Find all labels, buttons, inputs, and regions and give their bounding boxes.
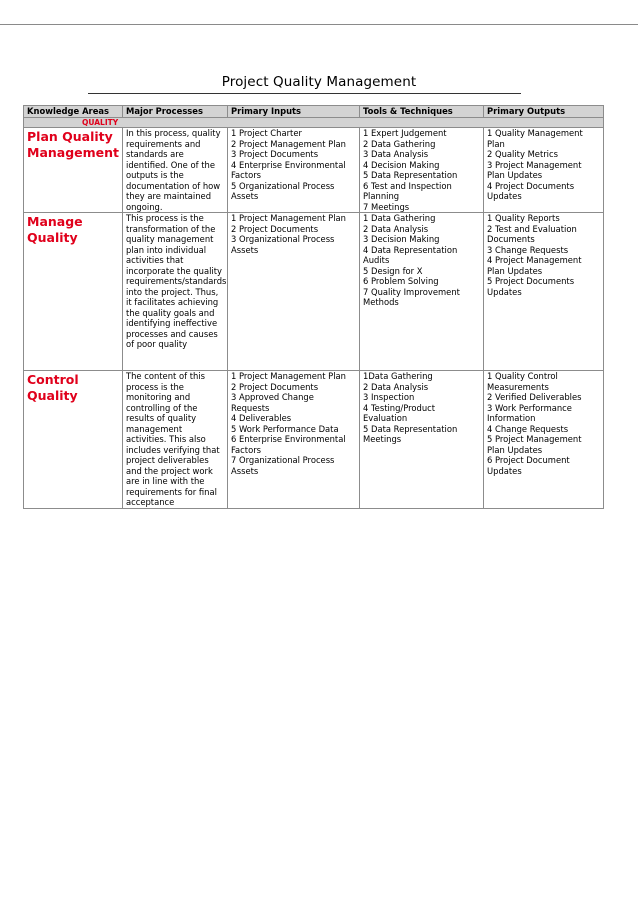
header-major-processes: Major Processes bbox=[123, 106, 228, 118]
table-row bbox=[24, 128, 604, 213]
primary-inputs-cell bbox=[228, 213, 360, 371]
primary-outputs-cell bbox=[484, 213, 604, 371]
tool-line: 4 Data Representation bbox=[363, 244, 458, 255]
tool-line: 1 Data Gathering bbox=[363, 213, 436, 223]
primary-outputs-cell bbox=[484, 128, 604, 213]
tool-line: 4 Testing/Product bbox=[363, 402, 436, 413]
output-line: 6 Project Document bbox=[487, 455, 570, 465]
table-row bbox=[24, 213, 604, 371]
tool-line: 3 Decision Making bbox=[363, 234, 440, 244]
input-line: 1 Project Management Plan bbox=[231, 371, 346, 381]
tool-line: 3 Inspection bbox=[363, 392, 415, 402]
major-process-cell bbox=[123, 128, 228, 213]
tool-line: Planning bbox=[363, 191, 400, 201]
output-line: 3 Change Requests bbox=[487, 244, 569, 255]
tool-line: 6 Test and Inspection bbox=[363, 180, 452, 191]
input-line: 4 Enterprise Environmental bbox=[231, 159, 346, 170]
output-line: 2 Test and Evaluation bbox=[487, 223, 577, 234]
output-line: Measurements bbox=[487, 381, 549, 392]
output-line: Plan Updates bbox=[487, 265, 543, 276]
input-line: Factors bbox=[231, 170, 261, 180]
major-process-cell bbox=[123, 213, 228, 371]
tools-techniques-cell bbox=[360, 128, 484, 213]
input-line: 3 Organizational Process bbox=[231, 234, 335, 244]
tool-line: 2 Data Gathering bbox=[363, 138, 436, 149]
tool-line: Audits bbox=[363, 255, 390, 265]
tool-line: 2 Data Analysis bbox=[363, 381, 429, 392]
tool-line: 2 Data Analysis bbox=[363, 223, 429, 234]
knowledge-area-cell: Manage Quality bbox=[24, 213, 123, 371]
output-line: 3 Work Performance bbox=[487, 402, 572, 413]
input-line: 1 Project Charter bbox=[231, 128, 302, 138]
input-line: 5 Organizational Process bbox=[231, 180, 335, 191]
tool-line: Methods bbox=[363, 297, 399, 307]
header-primary-inputs: Primary Inputs bbox=[228, 106, 360, 118]
input-line: 7 Organizational Process bbox=[231, 455, 335, 465]
output-line: 1 Quality Reports bbox=[487, 213, 560, 223]
output-line: 4 Project Documents bbox=[487, 180, 575, 191]
output-line: 4 Change Requests bbox=[487, 423, 569, 434]
major-process-cell bbox=[123, 371, 228, 509]
input-line: 2 Project Management Plan bbox=[231, 138, 346, 149]
output-line: 4 Project Management bbox=[487, 255, 582, 265]
tool-line: 1Data Gathering bbox=[363, 371, 433, 381]
input-line: 3 Approved Change bbox=[231, 392, 314, 402]
output-line: Plan bbox=[487, 138, 505, 149]
output-line: Updates bbox=[487, 286, 522, 297]
primary-inputs-cell bbox=[228, 128, 360, 213]
output-line: 2 Quality Metrics bbox=[487, 149, 558, 159]
input-line: Assets bbox=[231, 244, 259, 255]
input-line: Requests bbox=[231, 402, 270, 413]
tool-line: 5 Data Representation bbox=[363, 423, 458, 434]
tool-line: Meetings bbox=[363, 434, 402, 444]
knowledge-area-cell: Control Quality bbox=[24, 371, 123, 509]
input-line: Assets bbox=[231, 191, 259, 201]
output-line: Information bbox=[487, 413, 536, 423]
tool-line: 5 Data Representation bbox=[363, 170, 458, 180]
header-primary-outputs: Primary Outputs bbox=[484, 106, 604, 118]
process-description: The content of this process is the monitoring and controlling of the results of quality management activities. This also includes verifying that project deliverables and the project work are in line with the requirements for final acceptance bbox=[126, 371, 220, 507]
input-line: 1 Project Management Plan bbox=[231, 213, 346, 223]
quality-management-table bbox=[23, 105, 604, 509]
input-line: 2 Project Documents bbox=[231, 223, 319, 234]
output-line: 3 Project Management bbox=[487, 159, 582, 170]
header-tools-techniques: Tools & Techniques bbox=[360, 106, 484, 118]
input-line: 4 Deliverables bbox=[231, 413, 292, 423]
output-line: Plan Updates bbox=[487, 170, 543, 180]
section-row bbox=[24, 118, 604, 128]
input-line: 5 Work Performance Data bbox=[231, 423, 339, 434]
table-header-row bbox=[24, 106, 604, 118]
document-title: Project Quality Management bbox=[221, 74, 417, 90]
tool-line: 7 Quality Improvement bbox=[363, 286, 460, 297]
title-underline bbox=[88, 93, 521, 94]
tool-line: 1 Expert Judgement bbox=[363, 128, 447, 138]
tool-line: 5 Design for X bbox=[363, 265, 423, 276]
input-line: 6 Enterprise Environmental bbox=[231, 434, 346, 444]
header-knowledge-areas: Knowledge Areas bbox=[24, 106, 123, 118]
tool-line: 7 Meetings bbox=[363, 201, 410, 212]
primary-outputs-cell bbox=[484, 371, 604, 509]
tool-line: 4 Decision Making bbox=[363, 159, 440, 170]
output-line: 1 Quality Management bbox=[487, 128, 583, 138]
knowledge-area-cell: Plan Quality Management bbox=[24, 128, 123, 213]
section-label: QUALITY bbox=[24, 118, 604, 128]
input-line: 3 Project Documents bbox=[231, 149, 319, 159]
tool-line: 6 Problem Solving bbox=[363, 276, 439, 286]
table-row bbox=[24, 371, 604, 509]
output-line: Updates bbox=[487, 465, 522, 476]
input-line: Assets bbox=[231, 465, 259, 476]
output-line: 1 Quality Control bbox=[487, 371, 558, 381]
input-line: 2 Project Documents bbox=[231, 381, 319, 392]
output-line: 2 Verified Deliverables bbox=[487, 392, 582, 402]
output-line: Documents bbox=[487, 234, 535, 244]
input-line: Factors bbox=[231, 444, 261, 455]
page-top-rule bbox=[0, 24, 638, 25]
output-line: 5 Project Management bbox=[487, 434, 582, 444]
tool-line: Evaluation bbox=[363, 413, 408, 423]
primary-inputs-cell bbox=[228, 371, 360, 509]
tool-line: 3 Data Analysis bbox=[363, 149, 429, 159]
output-line: Updates bbox=[487, 191, 522, 201]
tools-techniques-cell bbox=[360, 213, 484, 371]
process-description: In this process, quality requirements and standards are identified. One of the outputs is the documentation of how they are maintained ongoing. bbox=[126, 128, 221, 212]
output-line: 5 Project Documents bbox=[487, 276, 575, 286]
tools-techniques-cell bbox=[360, 371, 484, 509]
output-line: Plan Updates bbox=[487, 444, 543, 455]
process-description: This process is the transformation of the quality management plan into individual activities that incorporate the quality requirements/standards into the project. Thus, it facilitates achieving the quality goals and identifying ineffective processes and causes of poor quality bbox=[126, 213, 227, 349]
